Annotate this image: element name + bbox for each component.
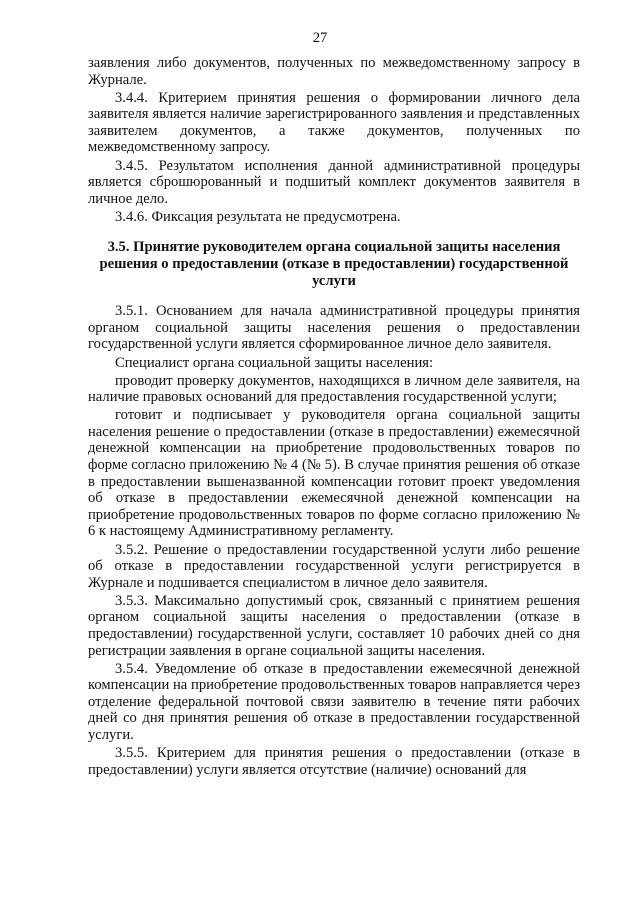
document-body <box>88 55 580 780</box>
paragraph-3-5-3: 3.5.3. Максимально допустимый срок, связанный с принятием решения органом социальной защиты населения о предоставлении (отказе в предоставлении) государственной услуги, составляет 10 рабочих дней со дня регистрации заявления в органе социальной защиты населения. <box>88 592 580 659</box>
paragraph-continuation: заявления либо документов, полученных по межведомственному запросу в Журнале. <box>88 55 580 88</box>
page-number: 27 <box>312 30 328 46</box>
paragraph-3-5-1: 3.5.1. Основанием для начала административной процедуры принятия органом социальной защиты населения решения о предоставлении государственной услуги является сформированное личное дело заявителя. <box>88 303 580 353</box>
paragraph-3-5-5: 3.5.5. Критерием для принятия решения о предоставлении (отказе в предоставлении) услуги является отсутствие (наличие) оснований для <box>88 745 580 778</box>
paragraph-3-5-4: 3.5.4. Уведомление об отказе в предоставлении ежемесячной денежной компенсации на приобретение продовольственных товаров направляется через отделение федеральной почтовой связи заявителю в течение пяти рабочих дней со дня принятия решения об отказе в предоставлении государственной услуги. <box>88 660 580 744</box>
section-heading-3-5: 3.5. Принятие руководителем органа социальной защиты населения решения о предоставлении (отказе в предоставлении) государственной услуги <box>99 239 569 289</box>
paragraph-3-4-6: 3.4.6. Фиксация результата не предусмотрена. <box>115 208 401 225</box>
paragraph-3-5-2: 3.5.2. Решение о предоставлении государственной услуги либо решение об отказе в предоставлении государственной услуги регистрируется в Журнале и подшивается специалистом в личное дело заявителя. <box>88 541 580 591</box>
paragraph-prepares: готовит и подписывает у руководителя органа социальной защиты населения решение о предоставлении (отказе в предоставлении) ежемесячной денежной компенсации на приобретение продовольственных товаров по форме согласно приложению № 4 (№ 5). В случае принятия решения об отказе в предоставлении вышеназванной компенсации готовит проект уведомления об отказе в предоставлении ежемесячной денежной компенсации на приобретение продовольственных товаров по форме согласно приложению № 6 к настоящему Административному регламенту. <box>88 407 580 540</box>
paragraph-specialist: Специалист органа социальной защиты населения: <box>115 354 434 371</box>
paragraph-3-4-5: 3.4.5. Результатом исполнения данной административной процедуры является сброшюрованный и подшитый комплект документов заявителя в личное дело. <box>88 157 580 207</box>
paragraph-3-4-4: 3.4.4. Критерием принятия решения о формировании личного дела заявителя является наличие зарегистрированного заявления и представленных заявителем документов, а также документов, полученных по межведомственному запросу. <box>88 89 580 156</box>
paragraph-checks: проводит проверку документов, находящихся в личном деле заявителя, на наличие правовых оснований для предоставления государственной услуги; <box>88 372 580 406</box>
